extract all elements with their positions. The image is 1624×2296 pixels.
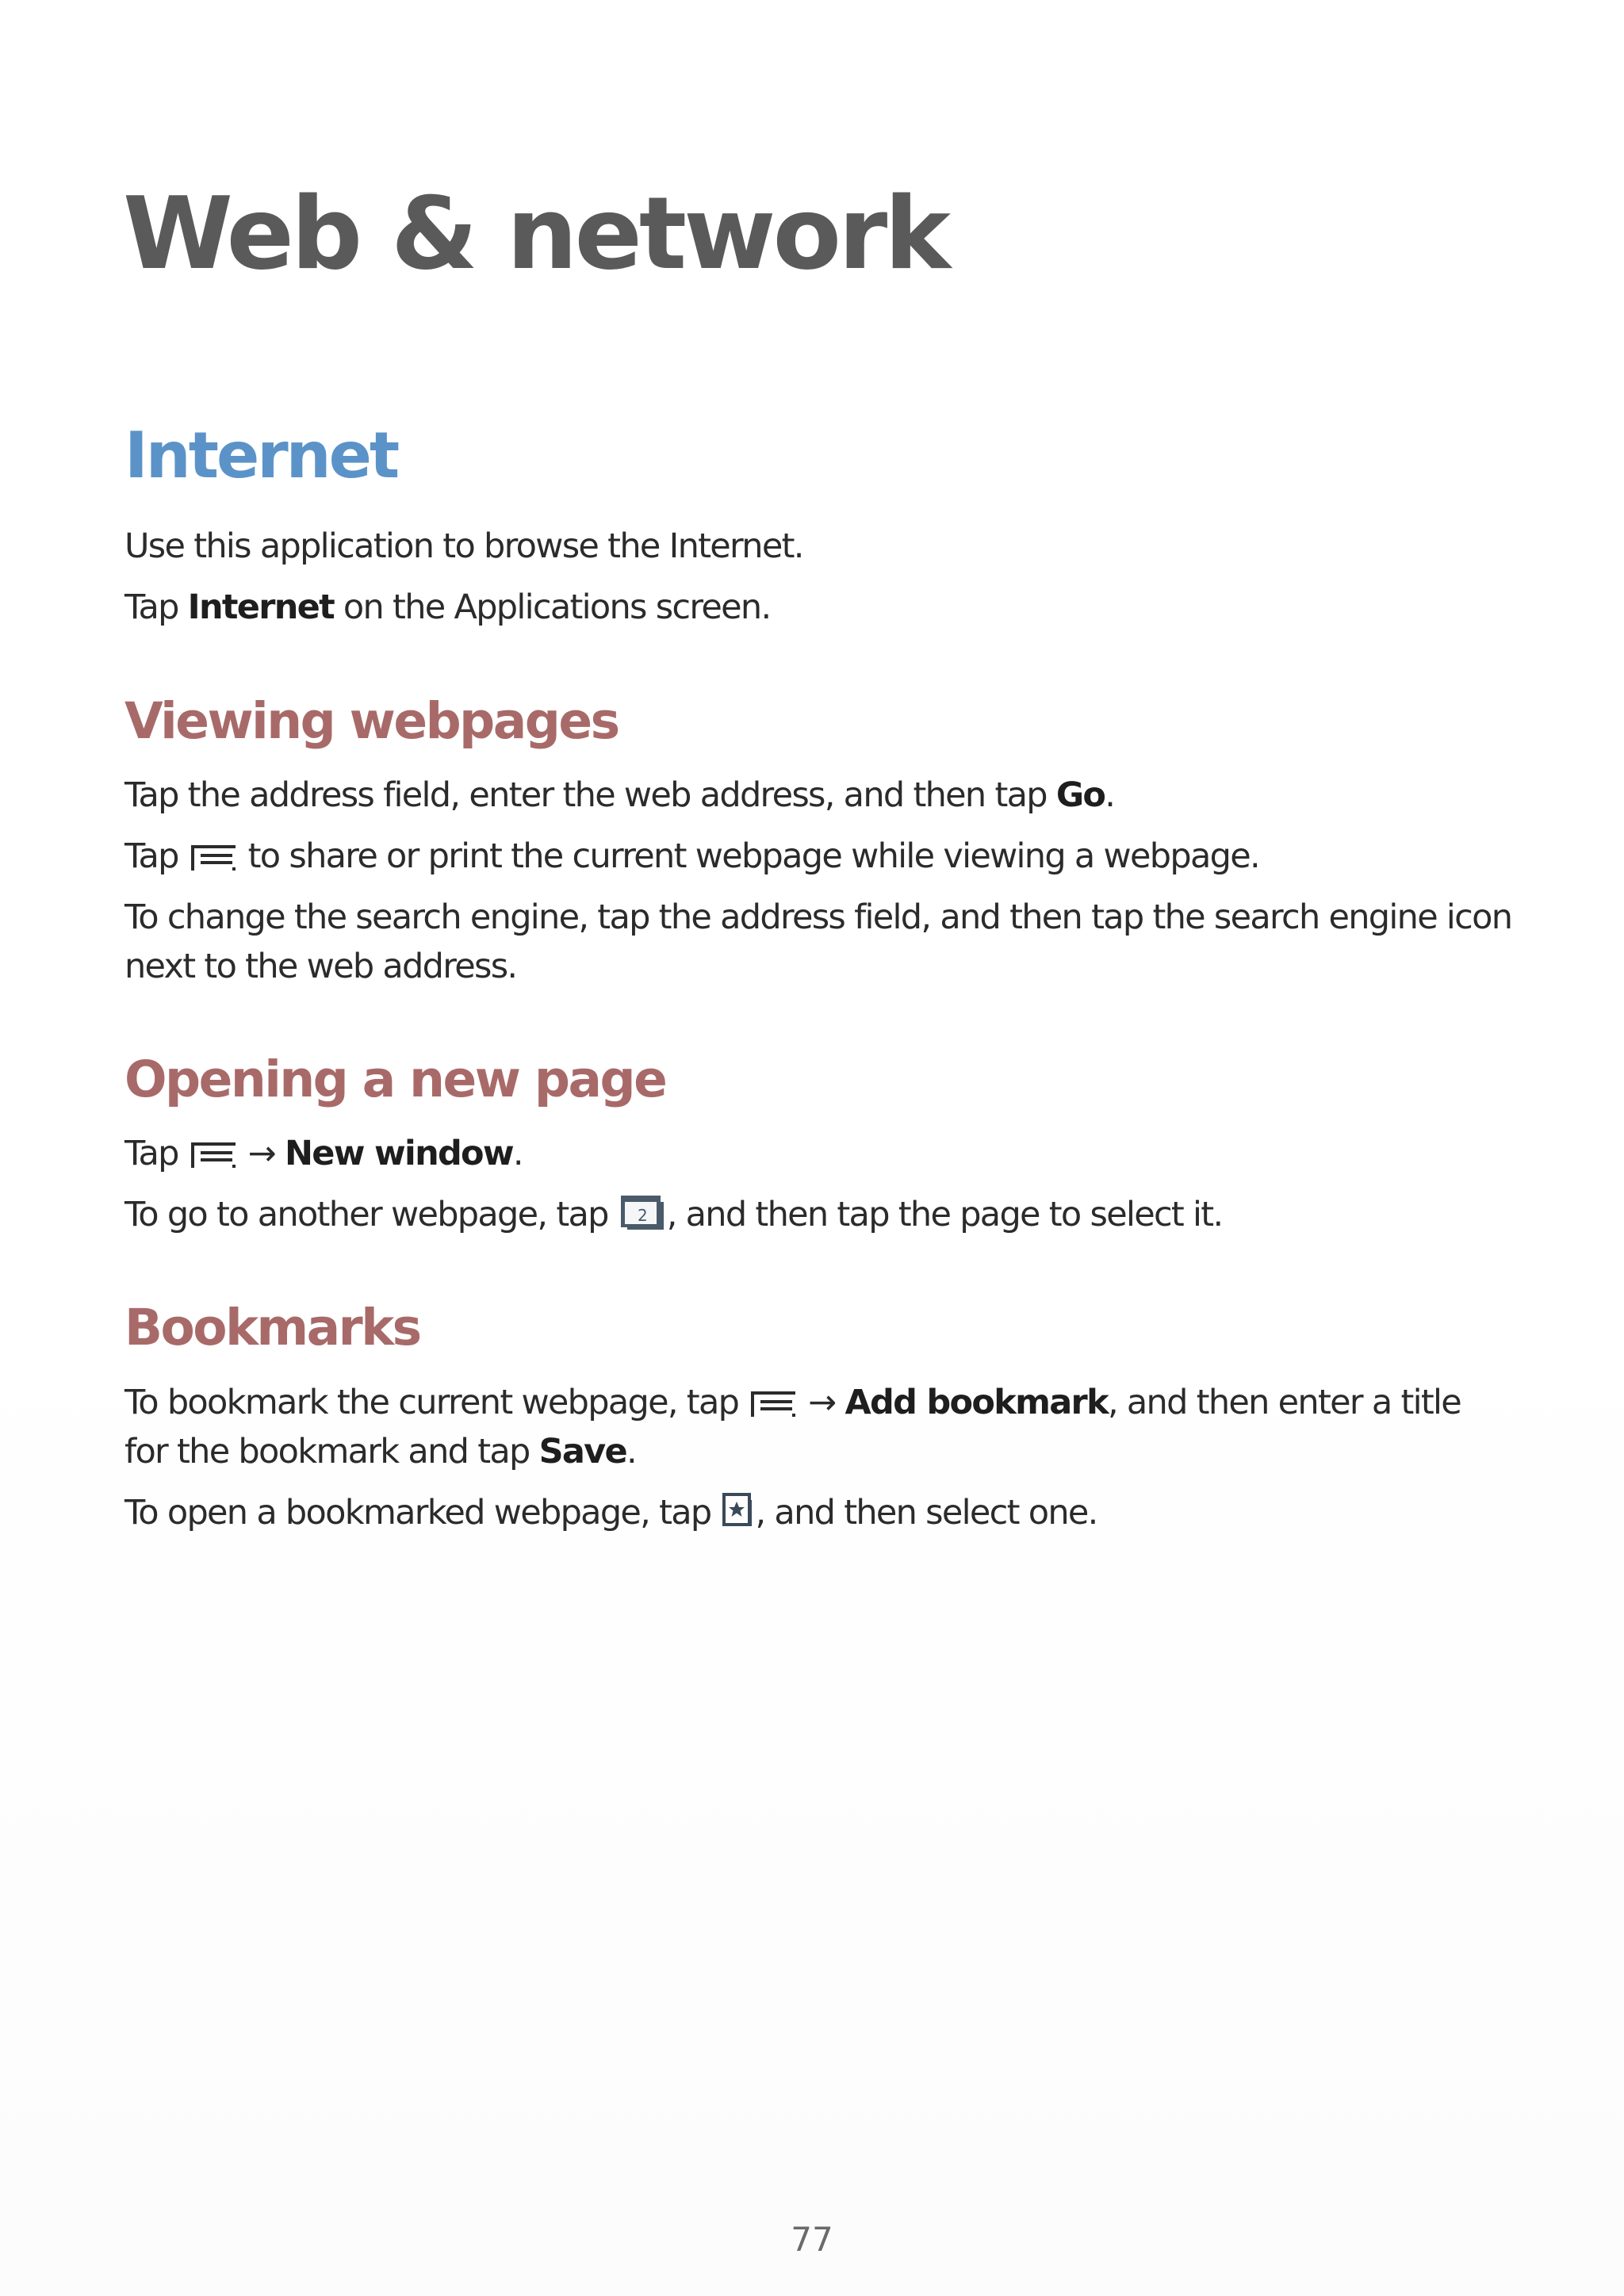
chapter-title: Web & network (123, 175, 948, 292)
subsection-title-bookmarks: Bookmarks (124, 1299, 420, 1357)
text-fragment: To bookmark the current webpage, tap (124, 1383, 749, 1422)
internet-app-name: Internet (187, 587, 334, 627)
opening-instruction-switch-page (124, 1190, 1512, 1239)
opening-instruction-new-window (124, 1129, 1512, 1178)
menu-icon (190, 842, 237, 872)
section-title-internet: Internet (124, 419, 398, 492)
text-fragment: To go to another webpage, tap (124, 1195, 618, 1234)
page-number: 77 (791, 2220, 833, 2259)
internet-intro-text: Use this application to browse the Internet. (124, 526, 803, 566)
new-window-label: New window (284, 1134, 513, 1173)
text-fragment: on the Applications screen. (333, 587, 771, 627)
bookmarks-instruction-open (124, 1488, 1512, 1537)
bookmark-icon (722, 1492, 753, 1529)
menu-icon (190, 1139, 237, 1169)
save-label: Save (538, 1432, 626, 1471)
text-fragment: , and then tap the page to select it. (666, 1195, 1223, 1234)
menu-icon (749, 1388, 797, 1418)
viewing-instruction-share (124, 832, 1512, 881)
text-fragment: Tap (124, 1134, 188, 1173)
text-fragment: Tap (124, 587, 188, 627)
bookmarks-instruction-add (124, 1378, 1512, 1476)
text-fragment: . (1105, 775, 1115, 815)
text-fragment: Tap the address field, enter the web address, and then tap (124, 775, 1056, 815)
text-fragment: . (626, 1432, 636, 1471)
window-count: 2 (637, 1206, 646, 1225)
text-fragment: to share or print the current webpage while viewing a webpage. (238, 836, 1259, 876)
text-fragment: Tap (124, 836, 188, 876)
subsection-title-opening-new-page: Opening a new page (124, 1050, 666, 1108)
viewing-instruction-search-engine: To change the search engine, tap the address field, and then tap the search engine icon next to the web address. (124, 897, 1512, 986)
add-bookmark-label: Add bookmark (845, 1383, 1108, 1422)
text-fragment: , and then enter a title for the bookmark and tap (124, 1383, 1461, 1471)
go-key-label: Go (1055, 775, 1105, 815)
text-fragment: . (512, 1134, 523, 1173)
viewing-instruction-go (124, 771, 1512, 820)
internet-intro (124, 522, 1512, 571)
windows-manager-icon (619, 1194, 665, 1230)
text-fragment: , and then select one. (755, 1493, 1097, 1533)
text-fragment: To open a bookmarked webpage, tap (124, 1493, 721, 1533)
internet-launch-instruction (124, 583, 1512, 632)
arrow-separator: → (799, 1383, 845, 1422)
arrow-separator: → (238, 1134, 285, 1173)
subsection-title-viewing-webpages: Viewing webpages (124, 692, 619, 750)
